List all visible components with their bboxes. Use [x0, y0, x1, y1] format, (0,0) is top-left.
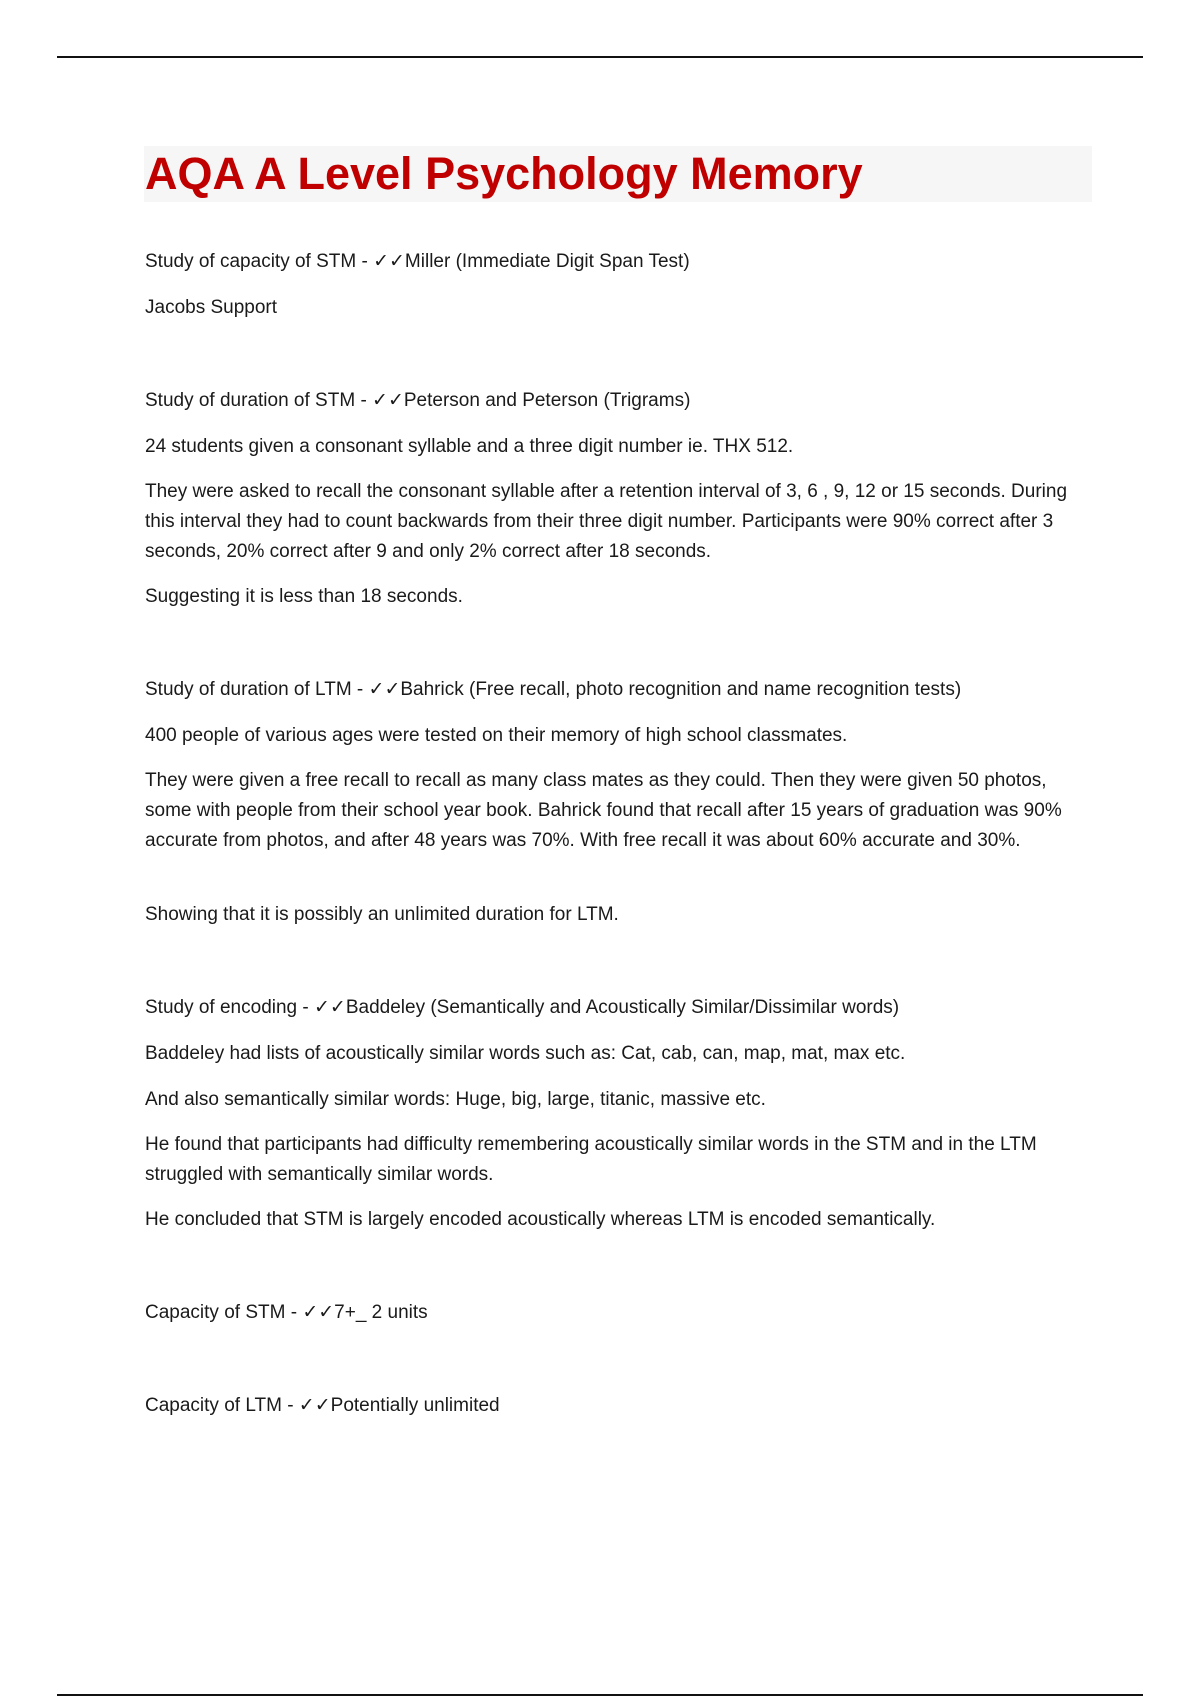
answer-line: And also semantically similar words: Huge, big, large, titanic, massive etc.	[145, 1089, 766, 1110]
answer-paragraph: They were given a free recall to recall as many class mates as they could. Then they were given 50 photos, some with people from their school year book. Bahrick found that recall after 15 years of graduation was 90% accurate from photos, and after 48 years was 70%. With free recall it was about 60% accurate and 30%.	[145, 770, 1062, 851]
question-stm-duration-study: Study of duration of STM - ✓✓Peterson and Peterson (Trigrams)	[145, 390, 691, 411]
question-stm-capacity: Capacity of STM - ✓✓7+_ 2 units	[145, 1302, 428, 1323]
answer-line: 24 students given a consonant syllable and a three digit number ie. THX 512.	[145, 436, 794, 457]
question-ltm-duration-study: Study of duration of LTM - ✓✓Bahrick (Free recall, photo recognition and name recognition tests)	[145, 679, 962, 700]
answer-paragraph: He found that participants had difficulty remembering acoustically similar words in the STM and in the LTM struggled with semantically similar words.	[145, 1134, 1037, 1185]
answer-line: He concluded that STM is largely encoded acoustically whereas LTM is encoded semantically.	[145, 1209, 936, 1230]
top-rule	[57, 56, 1143, 58]
answer-line: Baddeley had lists of acoustically similar words such as: Cat, cab, can, map, mat, max etc.	[145, 1043, 906, 1064]
answer-line: Suggesting it is less than 18 seconds.	[145, 586, 463, 607]
question-ltm-capacity: Capacity of LTM - ✓✓Potentially unlimited	[145, 1395, 500, 1416]
answer-line: Showing that it is possibly an unlimited duration for LTM.	[145, 904, 619, 925]
bottom-rule	[57, 1694, 1143, 1696]
document-title: AQA A Level Psychology Memory	[145, 148, 863, 199]
answer-line: Jacobs Support	[145, 297, 278, 318]
answer-paragraph: They were asked to recall the consonant syllable after a retention interval of 3, 6 , 9, 12 or 15 seconds. During this interval they had to count backwards from their three digit number. Participants were 90% correct after 3 seconds, 20% correct after 9 and only 2% correct after 18 seconds.	[145, 481, 1068, 562]
question-encoding-study: Study of encoding - ✓✓Baddeley (Semantically and Acoustically Similar/Dissimilar words)	[145, 997, 900, 1018]
question-stm-capacity-study: Study of capacity of STM - ✓✓Miller (Immediate Digit Span Test)	[145, 251, 690, 272]
answer-line: 400 people of various ages were tested on their memory of high school classmates.	[145, 725, 848, 746]
